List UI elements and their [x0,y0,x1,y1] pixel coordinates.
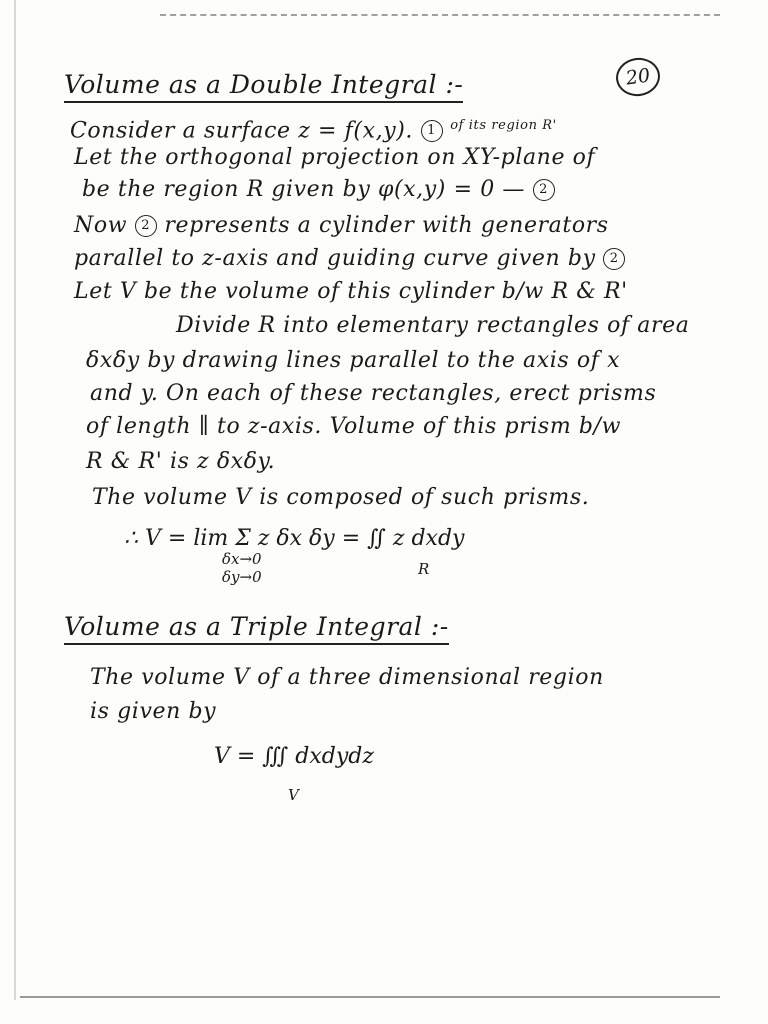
text-line-9 [90,380,656,408]
text-line-11 [86,448,275,476]
line-4a-text: Now [74,213,128,238]
line-8-text: δxδy by drawing lines parallel to the axis of x [86,348,621,373]
text-line-5 [74,245,625,273]
line-11-text: R & R' is z δxδy. [86,449,276,474]
equation-mark-1: 1 [421,120,443,142]
top-edge-scribble [160,14,720,24]
triple-integral-region: V [288,786,299,804]
text-line-12 [92,484,589,512]
text-line-8 [86,347,620,375]
triple-line-1-text: The volume V of a three dimensional region [90,665,604,690]
line-6-text: Let V be the volume of this cylinder b/w R & R' [74,279,628,304]
line-12-text: The volume V is composed of such prisms. [92,485,590,510]
line-9-text: and y. On each of these rectangles, erect prisms [90,381,657,406]
equation-mark-4: 2 [603,248,625,270]
line-2-text: Let the orthogonal projection on XY-plane of [74,145,596,170]
text-line-1 [70,112,557,145]
text-line-3 [82,176,555,204]
triple-text-line-1 [90,664,604,692]
integral-region-r: R [418,560,430,578]
double-integral-formula [124,526,464,551]
line-3-text: be the region R given by φ(x,y) = 0 [82,177,495,202]
line-1-text: Consider a surface z = f(x,y). [70,118,414,144]
line-5-text: parallel to z-axis and guiding curve given by [74,246,596,271]
triple-integral-heading-text: Volume as a Triple Integral :- [64,612,449,645]
page-bottom-edge [20,996,720,998]
lim-subscript-dx: δx→0 [222,550,262,568]
therefore-symbol: ∴ [124,526,138,551]
line-7-text: Divide R into elementary rectangles of area [176,313,690,338]
triple-integral-heading [64,612,449,641]
formula-integral: ∬ z dxdy [367,526,465,551]
text-line-10 [86,413,621,441]
page-left-edge [14,0,16,1000]
text-line-6 [74,278,628,306]
equation-mark-3: 2 [135,215,157,237]
triple-integral-formula: V = ∭ dxdydz [214,744,374,769]
double-integral-heading [64,70,463,99]
text-line-4 [74,212,609,240]
triple-text-line-2 [90,698,216,726]
formula-sum: Σ z δx δy = [235,526,361,551]
equation-mark-2: 2 [533,179,555,201]
region-annotation: of its region R' [450,118,557,133]
page-number: 20 [614,55,663,99]
double-integral-heading-text: Volume as a Double Integral :- [64,70,463,103]
text-line-7 [176,312,689,340]
line-4b-text: represents a cylinder with generators [164,213,609,238]
text-line-2 [74,144,595,172]
line-10-text: of length ∥ to z-axis. Volume of this prism b/w [86,414,621,439]
triple-line-2-text: is given by [90,699,217,724]
dash-mark: — [502,177,525,202]
lim-subscript-dy: δy→0 [222,568,262,586]
formula-lim: lim [193,526,229,551]
formula-lhs: V = [145,526,187,551]
